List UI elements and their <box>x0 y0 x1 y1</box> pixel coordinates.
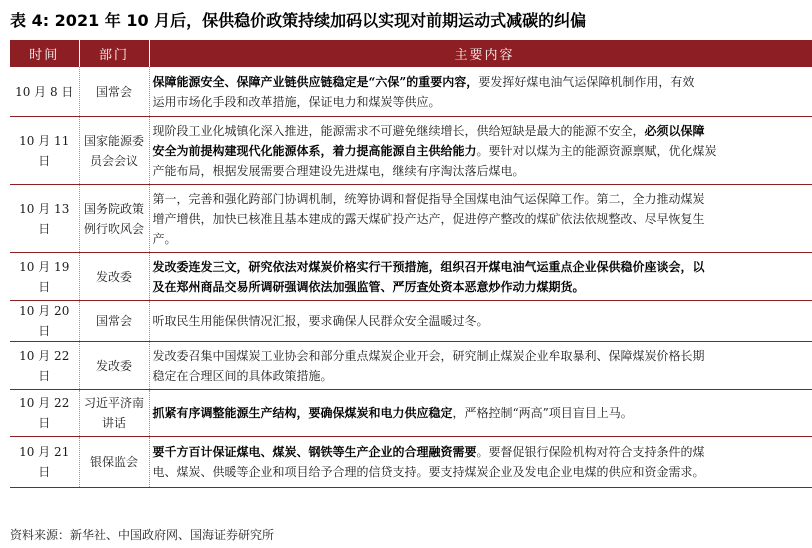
table-row <box>10 390 812 437</box>
row-dept: 发改委 <box>79 253 149 301</box>
row-date: 10 月 20 日 <box>10 301 79 342</box>
row-content <box>149 117 812 185</box>
row-dept: 国家能源委员会会议 <box>79 117 149 185</box>
header-date: 时间 <box>10 40 79 67</box>
content-emphasis: 抓紧有序调整能源生产结构，要确保煤炭和电力供应稳定 <box>152 406 453 420</box>
table-row <box>10 253 812 301</box>
row-date: 10 月 8 日 <box>10 67 79 117</box>
row-dept: 国常会 <box>79 67 149 117</box>
content-text: 电、煤炭、供暖等企业和项目给予合理的信贷支持。要支持煤炭企业及发电企业电煤的供应和资金需求。 <box>152 465 705 479</box>
content-line <box>153 257 812 277</box>
content-text: ，严格控制“两高”项目盲目上马。 <box>452 406 633 420</box>
content-line <box>153 403 812 423</box>
content-text: 产能布局，根据发展需要合理建设先进煤电，继续有序淘汰落后煤电。 <box>152 163 525 178</box>
content-line <box>153 161 812 181</box>
content-emphasis: 要千方百计保证煤电、煤炭、钢铁等生产企业的合理融资需要 <box>152 445 477 459</box>
table-row <box>10 342 812 390</box>
row-dept: 习近平济南讲话 <box>79 390 149 437</box>
row-date: 10 月 11 日 <box>10 117 79 185</box>
policy-table <box>10 40 812 488</box>
content-line <box>153 229 812 249</box>
row-date: 10 月 22 日 <box>10 342 79 390</box>
row-content <box>149 342 812 390</box>
content-line <box>153 277 812 297</box>
content-line <box>153 92 812 112</box>
row-content <box>149 185 812 253</box>
content-text: 。要督促银行保险机构对符合支持条件的煤 <box>476 445 705 459</box>
row-date: 10 月 22 日 <box>10 390 79 437</box>
table-row <box>10 117 812 185</box>
content-text: 。要针对以煤为主的能源资源禀赋，优化煤炭 <box>476 143 717 158</box>
content-emphasis: 必须以保障 <box>644 123 705 138</box>
table-row <box>10 437 812 488</box>
content-emphasis: 保障能源安全、保障产业链供应链稳定是“六保”的重要内容， <box>152 74 479 89</box>
row-content <box>149 390 812 437</box>
header-row <box>10 40 812 67</box>
row-date: 10 月 21 日 <box>10 437 79 488</box>
table-title: 表 4: 2021 年 10 月后，保供稳价政策持续加码以实现对前期运动式减碳的纠偏 <box>10 11 587 30</box>
row-dept: 银保监会 <box>79 437 149 488</box>
header-dept: 部门 <box>79 40 149 67</box>
row-date: 10 月 19 日 <box>10 253 79 301</box>
content-line <box>153 462 812 482</box>
table-row <box>10 301 812 342</box>
content-line <box>153 311 812 331</box>
content-text: 增产增供，加快已核准且基本建成的露天煤矿投产达产，促进停产整改的煤矿依法依规整改、尽早恢复生 <box>152 211 705 226</box>
content-line <box>153 366 812 386</box>
row-content <box>149 437 812 488</box>
content-text: 发改委召集中国煤炭工业协会和部分重点煤炭企业开会，研究制止煤炭企业牟取暴利、保障煤炭价格长期 <box>152 348 705 363</box>
content-text: 产。 <box>152 231 177 246</box>
row-dept: 国务院政策例行吹风会 <box>79 185 149 253</box>
row-date: 10 月 13 日 <box>10 185 79 253</box>
content-text: 运用市场化手段和改革措施，保证电力和煤炭等供应。 <box>152 94 441 109</box>
content-line <box>153 442 812 462</box>
content-emphasis: 及在郑州商品交易所调研强调依法加强监管、严厉查处资本恶意炒作动力煤期货。 <box>152 279 585 294</box>
content-line <box>153 346 812 366</box>
content-text: 第一，完善和强化跨部门协调机制，统筹协调和督促指导全国煤电油气运保障工作。第二，全力推动煤炭 <box>152 191 705 206</box>
content-line <box>153 209 812 229</box>
source-note: 资料来源：新华社、中国政府网、国海证券研究所 <box>10 528 275 542</box>
content-text: 听取民生用能保供情况汇报，要求确保人民群众安全温暖过冬。 <box>152 314 489 328</box>
row-dept: 国常会 <box>79 301 149 342</box>
header-content: 主要内容 <box>149 40 812 67</box>
row-content <box>149 301 812 342</box>
content-text: 要发挥好煤电油气运保障机制作用，有效 <box>478 74 695 89</box>
table-row <box>10 67 812 117</box>
content-text: 现阶段工业化城镇化深入推进，能源需求不可避免继续增长，供给短缺是最大的能源不安全， <box>152 123 645 138</box>
row-content <box>149 253 812 301</box>
content-line <box>153 189 812 209</box>
content-line <box>153 141 812 161</box>
row-dept: 发改委 <box>79 342 149 390</box>
content-line <box>153 72 812 92</box>
content-emphasis: 安全为前提构建现代化能源体系，着力提高能源自主供给能力 <box>152 143 477 158</box>
row-content <box>149 67 812 117</box>
content-emphasis: 发改委连发三文，研究依法对煤炭价格实行干预措施，组织召开煤电油气运重点企业保供稳价座谈会，以 <box>152 259 705 274</box>
table-row <box>10 185 812 253</box>
content-line <box>153 121 812 141</box>
content-text: 稳定在合理区间的具体政策措施。 <box>152 368 333 383</box>
